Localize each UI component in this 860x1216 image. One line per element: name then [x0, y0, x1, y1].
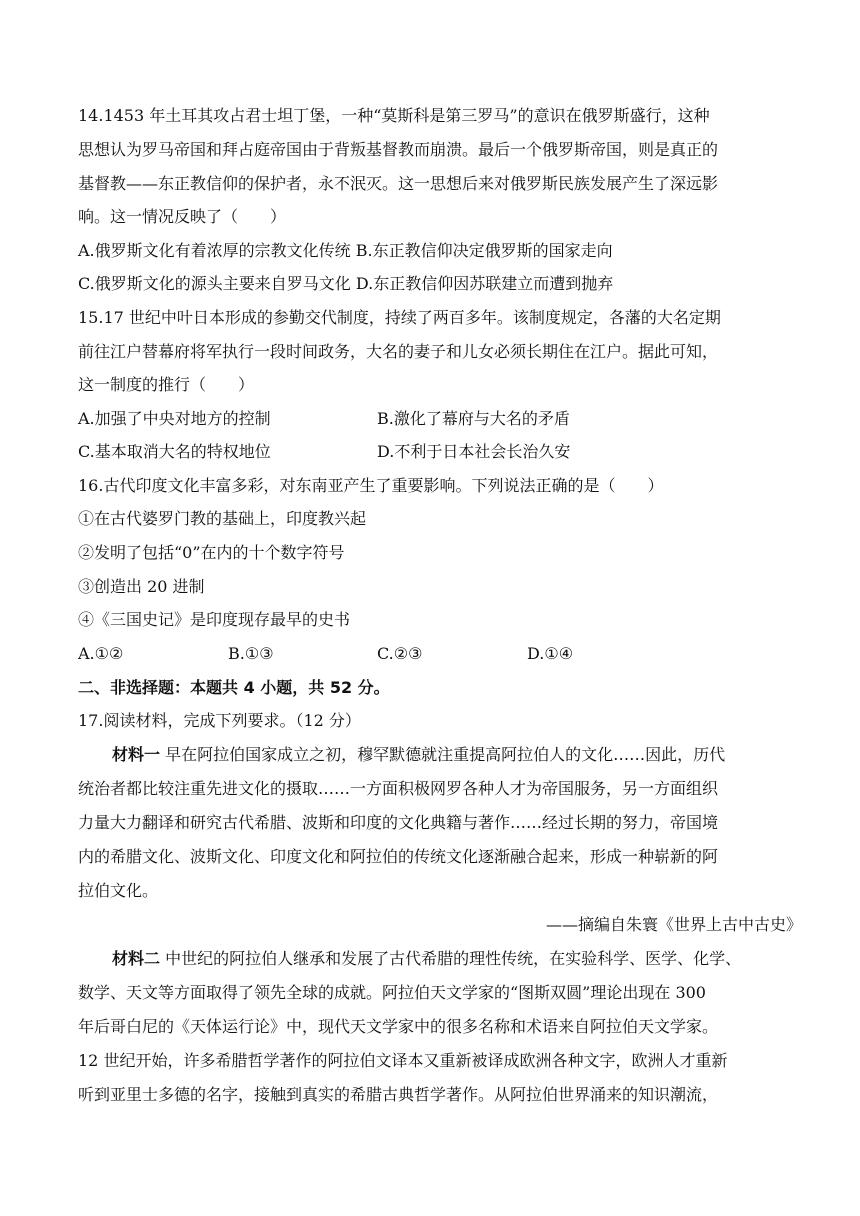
material-2-line: 12 世纪开始，许多希腊哲学著作的阿拉伯文译本又重新被译成欧洲各种文字，欧洲人才重新 [78, 1051, 728, 1070]
material-2-line: 数学、天文等方面取得了领先全球的成就。阿拉伯天文学家的“图斯双圆”理论出现在 300 [78, 983, 706, 1002]
material-1-label: 材料一 [112, 745, 161, 764]
q15-option-d: D.不利于日本社会长治久安 [377, 442, 571, 461]
material-1-line: 统治者都比较注重先进文化的摄取……一方面积极网罗各种人才为帝国服务，另一方面组织 [78, 779, 719, 798]
q15-option-b: B.激化了幕府与大名的矛盾 [377, 409, 570, 428]
q14-line: 14.1453 年土耳其攻占君士坦丁堡，一种“莫斯科是第三罗马”的意识在俄罗斯盛行，这种 [78, 106, 710, 125]
q14-line: 响。这一情况反映了（ ） [78, 207, 287, 226]
material-1-line: 内的希腊文化、波斯文化、印度文化和阿拉伯的传统文化逐渐融合起来，形成一种崭新的阿 [78, 847, 719, 866]
q16-option-c: C.②③ [377, 644, 423, 663]
material-1-text: 早在阿拉伯国家成立之初，穆罕默德就注重提高阿拉伯人的文化……因此，历代 [160, 745, 726, 764]
material-1-first-line [112, 745, 725, 765]
q17-stem: 17.阅读材料，完成下列要求。（12 分） [78, 711, 361, 730]
material-1-line: 拉伯文化。 [78, 881, 159, 900]
material-2-first-line [112, 949, 741, 969]
q15-line: 前往江户替幕府将军执行一段时间政务，大名的妻子和儿女必须长期住在江户。据此可知， [78, 342, 719, 361]
q16-option-b: B.①③ [228, 644, 274, 663]
q16-stem: 16.古代印度文化丰富多彩，对东南亚产生了重要影响。下列说法正确的是（ ） [78, 476, 664, 495]
material-1-source: ——摘编自朱寰《世界上古中古史》 [545, 915, 802, 934]
material-1-line: 力量大力翻译和研究古代希腊、波斯和印度的文化典籍与著作……经过长期的努力，帝国境 [78, 813, 719, 832]
q16-item: ③创造出 20 进制 [78, 577, 205, 596]
q16-item: ①在古代婆罗门教的基础上，印度教兴起 [78, 509, 367, 528]
material-2-line: 年后哥白尼的《天体运行论》中，现代天文学家中的很多名称和术语来自阿拉伯天文学家。 [78, 1017, 719, 1036]
q14-option-line: C.俄罗斯文化的源头主要来自罗马文化 D.东正教信仰因苏联建立而遭到抛弃 [78, 274, 614, 293]
q15-option-a: A.加强了中央对地方的控制 [78, 409, 271, 428]
q14-option-line: A.俄罗斯文化有着浓厚的宗教文化传统 B.东正教信仰决定俄罗斯的国家走向 [78, 241, 613, 260]
q14-line: 基督教——东正教信仰的保护者，永不泯灭。这一思想后来对俄罗斯民族发展产生了深远影 [78, 174, 719, 193]
q16-option-d: D.①④ [527, 644, 574, 663]
q16-option-a: A.①② [78, 644, 124, 663]
material-2-line: 听到亚里士多德的名字，接触到真实的希腊古典哲学著作。从阿拉伯世界涌来的知识潮流， [78, 1085, 719, 1104]
q15-option-c: C.基本取消大名的特权地位 [78, 442, 271, 461]
q16-item: ④《三国史记》是印度现存最早的史书 [78, 610, 351, 629]
material-2-text: 中世纪的阿拉伯人继承和发展了古代希腊的理性传统，在实验科学、医学、化学、 [160, 949, 742, 968]
section-heading: 二、非选择题：本题共 4 小题，共 52 分。 [78, 678, 390, 697]
q15-line: 这一制度的推行（ ） [78, 375, 255, 394]
q14-line: 思想认为罗马帝国和拜占庭帝国由于背叛基督教而崩溃。最后一个俄罗斯帝国，则是真正的 [78, 140, 719, 159]
q16-item: ②发明了包括“0”在内的十个数字符号 [78, 543, 345, 562]
material-2-label: 材料二 [112, 949, 161, 968]
q15-line: 15.17 世纪中叶日本形成的参勤交代制度，持续了两百多年。该制度规定，各藩的大名定期 [78, 308, 721, 327]
